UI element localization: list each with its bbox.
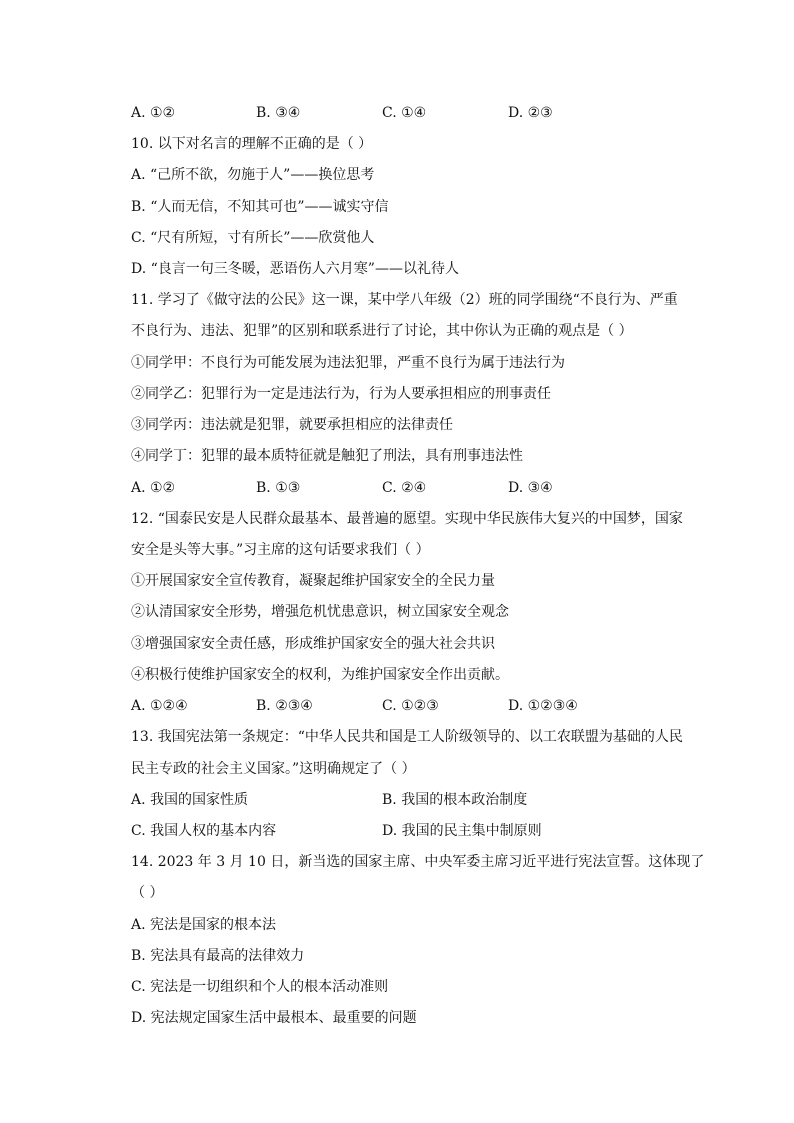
q12-statement-4: ④积极行使维护国家安全的权利，为维护国家安全作出贡献。 [131, 667, 509, 683]
q13-option-b: B. 我国的根本政治制度 [382, 792, 528, 808]
q14-option-a: A. 宪法是国家的根本法 [131, 917, 277, 933]
q10-option-a: A. “己所不欲，勿施于人”——换位思考 [131, 167, 375, 183]
q11-stem-line1: 11. 学习了《做守法的公民》这一课，某中学八年级（2）班的同学围绕“不良行为、严重 [131, 292, 678, 308]
q11-option-a: A. ①② [131, 480, 176, 496]
q9-option-b: B. ③④ [256, 105, 301, 121]
q14-option-d: D. 宪法规定国家生活中最根本、最重要的问题 [131, 1010, 417, 1026]
q12-option-c: C. ①②③ [382, 698, 439, 714]
q10-option-b: B. “人而无信，不知其可也”——诚实守信 [131, 199, 389, 215]
q12-statement-1: ①开展国家安全宣传教育，凝聚起维护国家安全的全民力量 [131, 573, 495, 589]
q12-option-d: D. ①②③④ [508, 698, 578, 714]
q13-stem-line1: 13. 我国宪法第一条规定：“中华人民共和国是工人阶级领导的、以工农联盟为基础的人民 [131, 729, 683, 745]
q12-statement-3: ③增强国家安全责任感，形成维护国家安全的强大社会共识 [131, 636, 495, 652]
q10-option-d: D. “良言一句三冬暖，恶语伤人六月寒”——以礼待人 [131, 261, 459, 277]
q12-stem-line2: 安全是头等大事。”习主席的这句话要求我们（ ） [131, 542, 430, 558]
q11-statement-1: ①同学甲：不良行为可能发展为违法犯罪，严重不良行为属于违法行为 [131, 355, 565, 371]
q12-option-b: B. ②③④ [256, 698, 313, 714]
q13-option-c: C. 我国人权的基本内容 [131, 823, 277, 839]
q9-option-d: D. ②③ [508, 105, 553, 121]
q9-option-c: C. ①④ [382, 105, 427, 121]
q12-option-a: A. ①②④ [131, 698, 188, 714]
q10-option-c: C. “尺有所短，寸有所长”——欣赏他人 [131, 230, 375, 246]
q14-stem-line1: 14. 2023 年 3 月 10 日，新当选的国家主席、中央军委主席习近平进行宪法宣誓。这体现了 [131, 854, 705, 870]
q13-stem-line2: 民主专政的社会主义国家。”这明确规定了（ ） [131, 761, 416, 777]
q14-option-b: B. 宪法具有最高的法律效力 [131, 948, 305, 964]
q9-option-a: A. ①② [131, 105, 176, 121]
q12-stem-line1: 12. “国泰民安是人民群众最基本、最普遍的愿望。实现中华民族伟大复兴的中国梦，国家 [131, 511, 683, 527]
q11-statement-4: ④同学丁：犯罪的最本质特征就是触犯了刑法，具有刑事违法性 [131, 448, 523, 464]
q14-option-c: C. 宪法是一切组织和个人的根本活动准则 [131, 979, 389, 995]
q14-stem-line2: （ ） [131, 885, 164, 901]
q11-statement-2: ②同学乙：犯罪行为一定是违法行为，行为人要承担相应的刑事责任 [131, 386, 551, 402]
q11-option-d: D. ③④ [508, 480, 553, 496]
q12-statement-2: ②认清国家安全形势，增强危机忧患意识，树立国家安全观念 [131, 604, 509, 620]
q11-option-c: C. ②④ [382, 480, 427, 496]
q13-option-d: D. 我国的民主集中制原则 [382, 823, 542, 839]
q11-stem-line2: 不良行为、违法、犯罪”的区别和联系进行了讨论，其中你认为正确的观点是（ ） [131, 323, 633, 339]
q13-option-a: A. 我国的国家性质 [131, 792, 249, 808]
q11-option-b: B. ①③ [256, 480, 301, 496]
q10-stem: 10. 以下对名言的理解不正确的是（ ） [131, 136, 373, 152]
q11-statement-3: ③同学丙：违法就是犯罪，就要承担相应的法律责任 [131, 417, 453, 433]
